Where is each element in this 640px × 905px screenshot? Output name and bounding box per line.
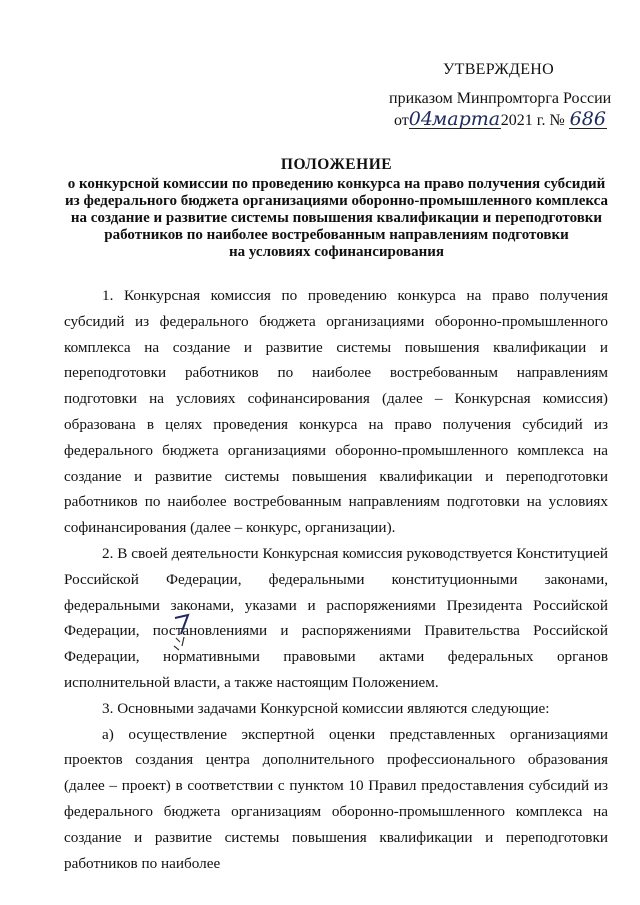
heading-line: на условиях софинансирования	[229, 244, 444, 260]
paragraph-3a: а) осуществление экспертной оценки представленных организациями проектов создания центра дополнительного профессионального образования (далее – проект) в соответствии с пунктом 10 Правил предоставления субсидий из федерального бюджета организациям оборонно-промышленного комплекса на создание и развитие системы повышения квалификации и переподготовки работников по наиболее	[64, 725, 608, 872]
date-year-number-label: 2021 г. №	[500, 112, 565, 129]
heading-line: работников по наиболее востребованным направлениям подготовки	[104, 227, 569, 243]
heading-line: из федерального бюджета организациями оборонно-промышленного комплекса	[65, 193, 608, 209]
handwritten-month: марта	[431, 108, 501, 130]
handwritten-day: 04	[408, 108, 433, 130]
order-reference: приказом Минпромторга России	[389, 90, 612, 107]
document-heading	[60, 156, 613, 261]
paragraph-3: 3. Основными задачами Конкурсной комиссии являются следующие:	[102, 699, 550, 717]
paragraph-1: 1. Конкурсная комиссия по проведению конкурса на право получения субсидий из федерального бюджета организациями оборонно-промышленного комплекса на создание и развитие системы повышения квалификации и переподготовки работников по наиболее востребованным направлениям подготовки на условиях софинансирования (далее – Конкурсная комиссия) образована в целях проведения конкурса на право получения субсидий из федерального бюджета организациями оборонно-промышленного комплекса на создание и развитие системы повышения квалификации и переподготовки работников по наиболее востребованным направлениям подготовки на условиях софинансирования (далее – конкурс, организации).	[64, 287, 608, 537]
order-date-line	[394, 110, 607, 130]
heading-line: о конкурсной комиссии по проведению конкурса на право получения субсидий	[67, 176, 606, 192]
document-body	[64, 283, 608, 876]
date-prefix: от	[394, 112, 409, 129]
handwritten-order-number: 686	[569, 108, 606, 130]
paragraph-2: 2. В своей деятельности Конкурсная комиссия руководствуется Конституцией Российской Федерации, федеральными конституционными законами, федеральными законами, указами и распоряжениями Президента Российской Федерации, постановлениями и распоряжениями Правительства Российской Федерации, нормативными правовыми актами федеральных органов исполнительной власти, а также настоящим Положением.	[64, 544, 608, 691]
handwritten-mark-icon	[172, 612, 194, 652]
document-title: ПОЛОЖЕНИЕ	[280, 156, 393, 173]
approved-stamp-text: УТВЕРЖДЕНО	[443, 61, 555, 78]
heading-line: на создание и развитие системы повышения квалификации и переподготовки	[70, 210, 603, 226]
